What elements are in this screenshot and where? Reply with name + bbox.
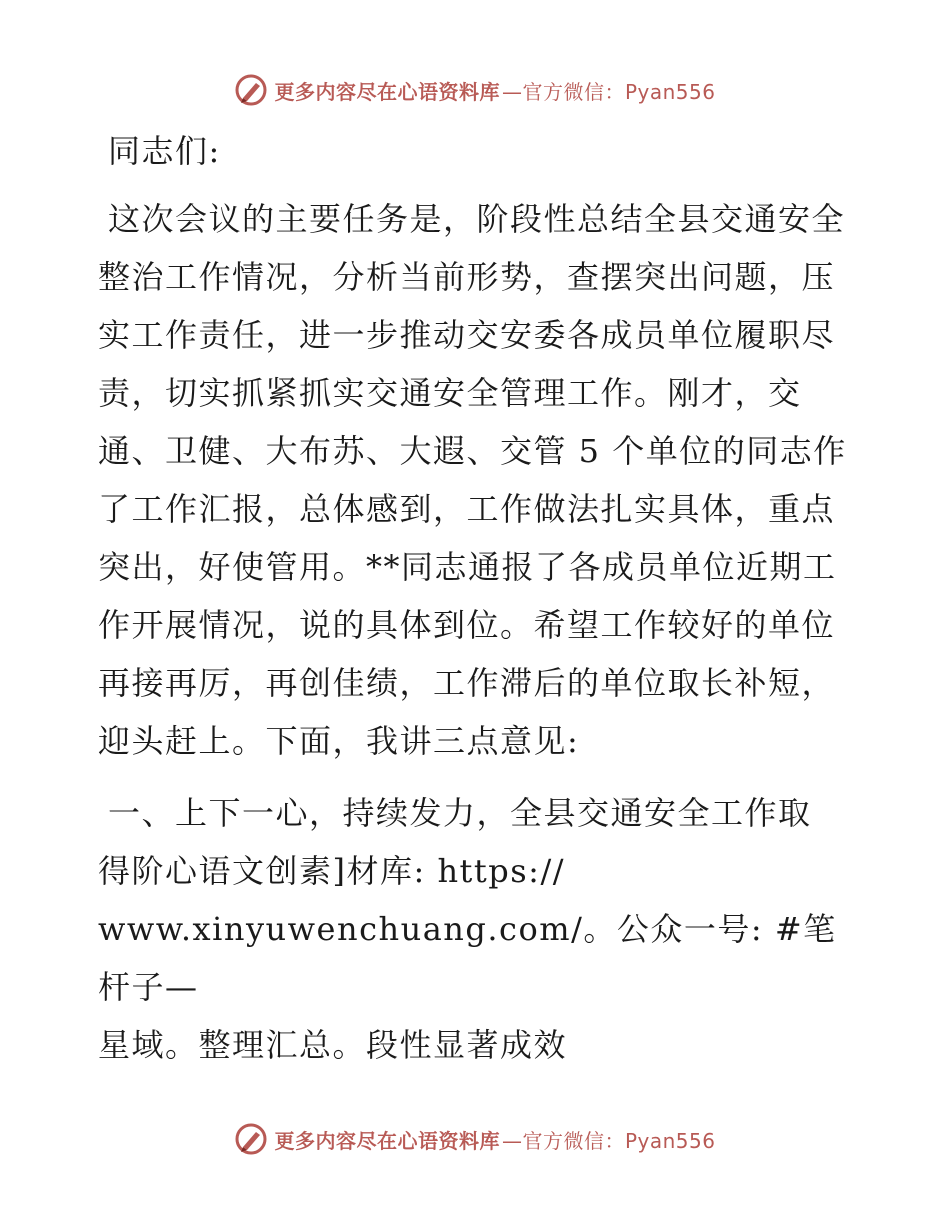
- document-body: [98, 122, 858, 1074]
- watermark-footer: [0, 1119, 950, 1159]
- section-one-line-2: 得阶心语文创素]材库: https://: [98, 852, 566, 890]
- watermark-header: [0, 70, 950, 110]
- pen-logo-icon: [234, 1122, 268, 1156]
- watermark-contact: —官方微信：Pyan556: [501, 1128, 716, 1153]
- watermark-contact: —官方微信：Pyan556: [501, 79, 716, 104]
- section-one-line-3: www.xinyuwenchuang.com/。公众一号: #笔杆子—: [98, 910, 837, 1006]
- section-one-line-1: 一、上下一心，持续发力，全县交通安全工作取: [108, 794, 812, 832]
- watermark-brand: 更多内容尽在心语资料库: [274, 79, 500, 104]
- paragraph-intro: 这次会议的主要任务是，阶段性总结全县交通安全整治工作情况，分析当前形势，查摆突出问题，压实工作责任，进一步推动交安委各成员单位履职尽责，切实抓紧抓实交通安全管理工作。刚才，交通、卫健、大布苏、大遐、交管 5 个单位的同志作了工作汇报，总体感到，工作做法扎实具体，重点突出，好使管用。**同志通报了各成员单位近期工作开展情况，说的具体到位。希望工作较好的单位再接再厉，再创佳绩，工作滞后的单位取长补短，迎头赶上。下面，我讲三点意见:: [98, 200, 847, 760]
- pen-logo-icon: [234, 73, 268, 107]
- salutation: 同志们:: [108, 132, 221, 170]
- watermark-brand: 更多内容尽在心语资料库: [274, 1128, 500, 1153]
- paragraph-section-one: [98, 784, 858, 1074]
- section-one-line-4: 星域。整理汇总。段性显著成效: [98, 1026, 568, 1064]
